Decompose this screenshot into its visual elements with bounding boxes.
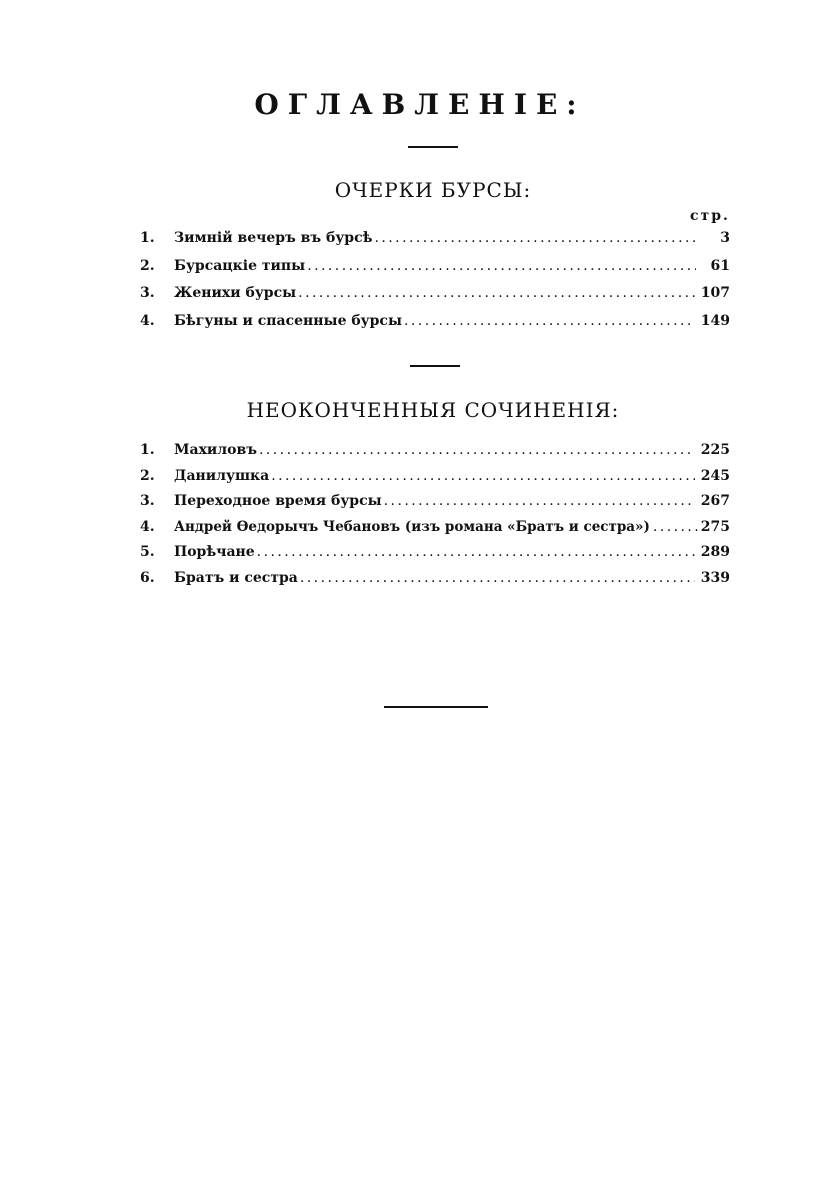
toc-entry	[140, 230, 730, 258]
entry-number: 2.	[140, 467, 155, 484]
entry-title: Зимній вечеръ въ бурсѣ	[174, 230, 373, 246]
section-divider-rule	[410, 365, 460, 367]
toc-entry	[140, 570, 730, 596]
page-title: ОГЛАВЛЕНІЕ:	[254, 88, 586, 121]
dot-leader	[374, 230, 696, 246]
dot-leader	[307, 258, 696, 274]
dot-leader	[298, 285, 695, 301]
entry-page: 339	[700, 569, 730, 586]
dot-leader	[271, 468, 695, 484]
entry-title: Махиловъ	[174, 442, 257, 458]
entry-page: 61	[710, 257, 730, 274]
entry-title: Данилушка	[174, 467, 270, 484]
entry-page: 225	[700, 442, 730, 458]
entry-title: Бѣгуны и спасенные бурсы	[174, 312, 402, 329]
entry-number: 4.	[140, 518, 155, 535]
entry-page: 245	[700, 467, 730, 484]
toc-entry	[140, 313, 730, 341]
entry-page: 149	[700, 312, 730, 329]
entry-page: 267	[700, 493, 730, 510]
toc-entry	[140, 519, 730, 545]
section-heading-ocherki: ОЧЕРКИ БУРСЫ:	[334, 178, 532, 202]
entry-title: Андрей Ѳедорычъ Чебановъ (изъ романа «Братъ и сестра»)	[174, 518, 650, 535]
entry-number: 3.	[140, 493, 155, 510]
toc-entry	[140, 442, 730, 468]
entry-number: 2.	[140, 257, 155, 274]
entry-number: 5.	[140, 544, 155, 561]
toc-section-ocherki	[140, 230, 730, 340]
dot-leader	[259, 442, 695, 458]
dot-leader	[384, 493, 695, 509]
entry-title: Братъ и сестра	[174, 569, 298, 586]
entry-page: 107	[700, 285, 730, 301]
entry-number: 4.	[140, 312, 155, 329]
dot-leader	[300, 570, 695, 586]
toc-entry	[140, 544, 730, 570]
section-heading-neokonchennye: НЕОКОНЧЕННЫЯ СОЧИНЕНІЯ:	[246, 398, 620, 422]
entry-page: 3	[720, 230, 730, 246]
entry-title: Переходное время бурсы	[174, 493, 382, 510]
title-rule	[408, 146, 458, 148]
end-rule	[384, 706, 488, 708]
entry-title: Женихи бурсы	[174, 285, 297, 301]
dot-leader	[653, 519, 698, 535]
toc-entry	[140, 285, 730, 313]
entry-number: 1.	[140, 230, 155, 246]
entry-page: 275	[700, 518, 730, 535]
page-column-label: стр.	[690, 208, 730, 224]
toc-entry	[140, 468, 730, 494]
toc-section-neokonchennye	[140, 442, 730, 596]
toc-entry	[140, 493, 730, 519]
entry-number: 3.	[140, 285, 155, 301]
entry-title: Порѣчане	[174, 544, 255, 561]
dot-leader	[404, 313, 695, 329]
entry-title: Бурсацкіе типы	[174, 257, 306, 274]
entry-number: 6.	[140, 569, 155, 586]
dot-leader	[257, 544, 695, 560]
toc-entry	[140, 258, 730, 286]
entry-page: 289	[700, 544, 730, 561]
entry-number: 1.	[140, 442, 155, 458]
